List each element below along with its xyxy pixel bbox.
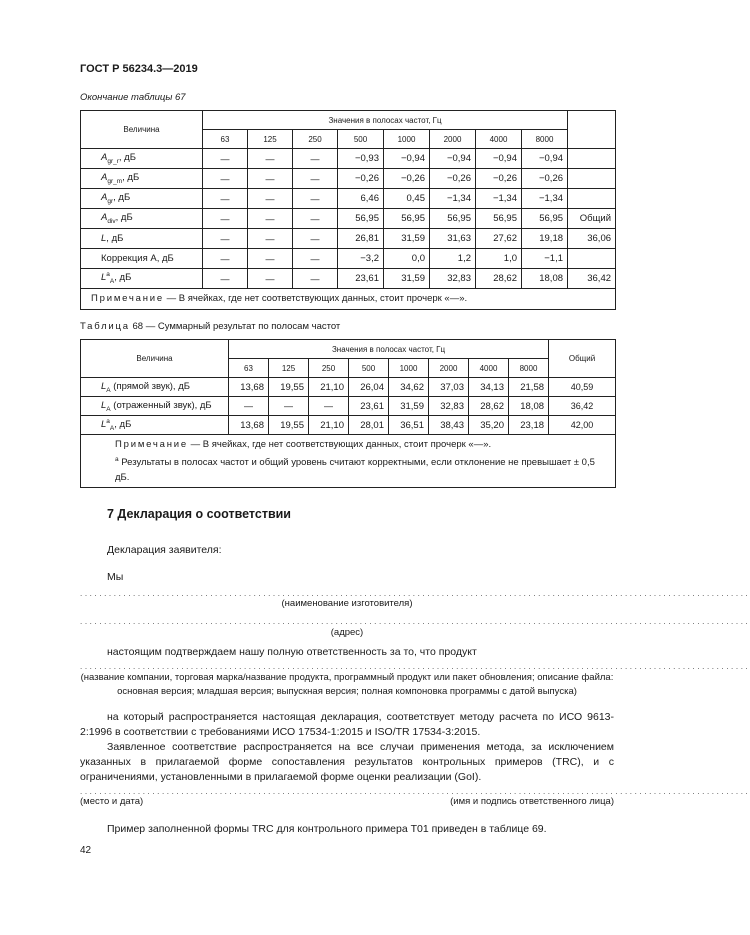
row-subscript: gr_m: [107, 177, 123, 185]
signature-blank-line: ...........................................................................................................................................: [80, 787, 750, 796]
table-cell: −0,26: [384, 169, 430, 189]
row-label: [81, 249, 203, 269]
table-cell: 1,2: [430, 249, 476, 269]
product-hint: (название компании, торговая марка/название продукта, программный продукт или пакет обновления; описание файла: основная версия; младшая версия; выпускная версия; полная компоновка программы с датой выпуска): [80, 672, 614, 697]
freq-header-cell: 63: [229, 359, 269, 378]
document-id: ГОСТ Р 56234.3—2019: [80, 63, 198, 75]
address-hint: (адрес): [330, 627, 364, 638]
table-cell: —: [203, 189, 248, 209]
table-cell: —: [248, 149, 293, 169]
freq-header-cell: 8000: [522, 130, 568, 149]
table-cell: −1,1: [522, 249, 568, 269]
table-cell: 32,83: [430, 269, 476, 289]
row-symbol: L: [101, 399, 107, 411]
row-symbol: L: [101, 272, 107, 284]
row-unit: (отраженный звук), дБ: [110, 399, 212, 411]
table-cell: 34,13: [469, 378, 509, 397]
table-cell: 0,0: [384, 249, 430, 269]
freq-header-cell: 2000: [430, 130, 476, 149]
t68-total-header: Общий: [549, 340, 616, 378]
total-cell: Общий: [568, 209, 616, 229]
table-67: [80, 110, 616, 310]
table-cell: −0,94: [430, 149, 476, 169]
table-cell: 19,55: [269, 378, 309, 397]
freq-header-cell: 1000: [384, 130, 430, 149]
table-cell: 35,20: [469, 416, 509, 435]
table-cell: 13,68: [229, 378, 269, 397]
signature-hint: (имя и подпись ответственного лица): [450, 796, 614, 807]
row-unit: (прямой звук), дБ: [110, 380, 190, 392]
table-cell: 31,59: [384, 229, 430, 249]
total-cell: [568, 169, 616, 189]
table-cell: 27,62: [476, 229, 522, 249]
table-cell: 18,08: [522, 269, 568, 289]
row-unit: , дБ: [122, 172, 140, 184]
freq-header-cell: 4000: [469, 359, 509, 378]
place-date-hint: (место и дата): [80, 796, 144, 807]
row-unit: Коррекция А, дБ: [101, 253, 174, 264]
freq-header-cell: 2000: [429, 359, 469, 378]
freq-header-cell: 250: [309, 359, 349, 378]
table-cell: 38,43: [429, 416, 469, 435]
table-cell: 18,08: [509, 397, 549, 416]
t67-col-header: Величина: [81, 111, 203, 149]
table-row: [81, 149, 616, 169]
table-cell: —: [248, 249, 293, 269]
row-symbol: A: [101, 152, 108, 164]
table-cell: —: [203, 169, 248, 189]
freq-header-cell: 250: [293, 130, 338, 149]
table68-caption: Таблица 68 — Суммарный результат по полосам частот: [80, 321, 341, 332]
table-cell: −0,94: [384, 149, 430, 169]
table-cell: 26,81: [338, 229, 384, 249]
table-cell: 21,10: [309, 416, 349, 435]
product-blank-line: ...........................................................................................................................................: [80, 662, 750, 671]
table-cell: −0,26: [430, 169, 476, 189]
applicant-label: Декларация заявителя:: [107, 544, 222, 556]
table-cell: 19,55: [269, 416, 309, 435]
table-cell: —: [248, 229, 293, 249]
table-cell: 13,68: [229, 416, 269, 435]
total-cell: 36,06: [568, 229, 616, 249]
table-cell: 23,61: [338, 269, 384, 289]
row-subscript: A: [106, 386, 111, 394]
freq-header-cell: 1000: [389, 359, 429, 378]
row-unit: , дБ: [118, 152, 136, 164]
row-unit: , дБ: [113, 192, 131, 204]
t68-notes: Примечание — В ячейках, где нет соответствующих данных, стоит прочерк «—». $^a$ Результаты в полосах частот и общий уровень считают корректными, если отклонение не превышает ± 0,5 дБ.: [81, 435, 616, 488]
row-symbol: A: [101, 192, 108, 204]
paragraph-compliance: на который распространяется настоящая декларация, соответствует методу расчета по ИСО 9613-2:1996 в соответствии с требованиями ИСО 17534-1:2015 и ISO/TR 17534-3:2015.: [80, 711, 614, 738]
table-cell: 21,58: [509, 378, 549, 397]
table-cell: 56,95: [476, 209, 522, 229]
row-unit: , дБ: [106, 233, 124, 244]
t67-freq-header: Значения в полосах частот, Гц: [203, 111, 568, 130]
table-cell: —: [293, 249, 338, 269]
row-superscript: a: [106, 271, 110, 279]
total-cell: 36,42: [549, 397, 616, 416]
table-cell: −0,94: [522, 149, 568, 169]
total-cell: 40,59: [549, 378, 616, 397]
total-cell: 42,00: [549, 416, 616, 435]
row-superscript: a: [106, 417, 110, 425]
table-cell: 36,51: [389, 416, 429, 435]
table-cell: 19,18: [522, 229, 568, 249]
table-cell: 56,95: [384, 209, 430, 229]
freq-header-cell: 500: [338, 130, 384, 149]
row-label: [81, 397, 229, 416]
row-subscript: A: [106, 405, 111, 413]
row-subscript: div: [107, 217, 116, 225]
row-symbol: L: [101, 233, 107, 244]
t68-freq-header: Значения в полосах частот, Гц: [229, 340, 549, 359]
row-subscript: gr_r: [107, 157, 119, 165]
table-cell: —: [293, 209, 338, 229]
table-cell: —: [203, 229, 248, 249]
row-unit: , дБ: [115, 212, 133, 224]
table-cell: —: [229, 397, 269, 416]
t67-note: Примечание — В ячейках, где нет соответствующих данных, стоит прочерк «—».: [81, 289, 616, 310]
table-cell: 28,62: [469, 397, 509, 416]
table-cell: 31,59: [384, 269, 430, 289]
row-label: [81, 378, 229, 397]
table-68: [80, 339, 616, 488]
we-label: Мы: [107, 571, 124, 583]
table-cell: —: [203, 149, 248, 169]
table-cell: −1,34: [476, 189, 522, 209]
confirm-text: настоящим подтверждаем нашу полную ответственность за то, что продукт: [107, 646, 477, 658]
row-label: [81, 269, 203, 289]
section-title: 7 Декларация о соответствии: [107, 507, 291, 521]
manufacturer-blank-line: ...........................................................................................................................................: [80, 589, 750, 598]
table-row: [81, 189, 616, 209]
table-cell: 0,45: [384, 189, 430, 209]
table-cell: −0,93: [338, 149, 384, 169]
table-cell: 31,63: [430, 229, 476, 249]
table-cell: −0,26: [338, 169, 384, 189]
freq-header-cell: 63: [203, 130, 248, 149]
table-cell: −1,34: [430, 189, 476, 209]
table-row: [81, 229, 616, 249]
row-subscript: gr: [107, 197, 114, 205]
table-row: [81, 397, 616, 416]
table-cell: 37,03: [429, 378, 469, 397]
total-cell: [568, 189, 616, 209]
table-row: [81, 378, 616, 397]
table-cell: —: [293, 229, 338, 249]
freq-header-cell: 500: [349, 359, 389, 378]
freq-header-cell: 125: [269, 359, 309, 378]
row-unit: , дБ: [114, 272, 132, 284]
table-cell: 23,61: [349, 397, 389, 416]
table-cell: −1,34: [522, 189, 568, 209]
row-label: [81, 209, 203, 229]
row-symbol: L: [101, 419, 107, 431]
table-cell: —: [309, 397, 349, 416]
table-cell: −3,2: [338, 249, 384, 269]
example-reference: Пример заполненной формы TRC для контрольного примера Т01 приведен в таблице 69.: [107, 823, 547, 835]
row-label: [81, 149, 203, 169]
row-label: [81, 416, 229, 435]
table67-caption: Окончание таблицы 67: [80, 92, 186, 103]
row-subscript: A: [109, 278, 115, 286]
row-label: [81, 169, 203, 189]
table-cell: 23,18: [509, 416, 549, 435]
table-cell: 56,95: [522, 209, 568, 229]
table-cell: −0,94: [476, 149, 522, 169]
row-symbol: A: [101, 172, 108, 184]
table-cell: −0,26: [522, 169, 568, 189]
table-cell: —: [293, 269, 338, 289]
table-cell: —: [248, 269, 293, 289]
table-cell: 21,10: [309, 378, 349, 397]
table-cell: 6,46: [338, 189, 384, 209]
table-cell: —: [269, 397, 309, 416]
table-cell: —: [293, 169, 338, 189]
table-row: [81, 169, 616, 189]
total-cell: [568, 149, 616, 169]
freq-header-cell: 125: [248, 130, 293, 149]
freq-header-cell: 4000: [476, 130, 522, 149]
table-cell: 56,95: [338, 209, 384, 229]
table-cell: −0,26: [476, 169, 522, 189]
paragraph-scope: Заявленное соответствие распространяется на все случаи применения метода, за исключением указанных в прилагаемой форме сопоставления результатов контрольных примеров (TRC), и с ограничениями, установленными в прилагаемой форме оценки реализации (GoI).: [80, 741, 614, 783]
table-row: [81, 209, 616, 229]
table-cell: —: [248, 169, 293, 189]
row-label: [81, 229, 203, 249]
total-cell: [568, 249, 616, 269]
table-cell: —: [203, 249, 248, 269]
table-cell: 28,62: [476, 269, 522, 289]
total-cell: 36,42: [568, 269, 616, 289]
table-cell: —: [203, 209, 248, 229]
row-label: [81, 189, 203, 209]
table-row: [81, 249, 616, 269]
manufacturer-hint: (наименование изготовителя): [281, 598, 413, 609]
table-cell: 1,0: [476, 249, 522, 269]
table-cell: —: [248, 209, 293, 229]
table-cell: 31,59: [389, 397, 429, 416]
row-symbol: L: [101, 380, 107, 392]
table-cell: 32,83: [429, 397, 469, 416]
table-cell: 26,04: [349, 378, 389, 397]
table-row: [81, 416, 616, 435]
page-number: 42: [80, 845, 92, 856]
row-unit: , дБ: [114, 419, 132, 431]
table-row: [81, 269, 616, 289]
table-cell: 56,95: [430, 209, 476, 229]
freq-header-cell: 8000: [509, 359, 549, 378]
table-cell: 34,62: [389, 378, 429, 397]
table-cell: 28,01: [349, 416, 389, 435]
table-cell: —: [293, 189, 338, 209]
table-cell: —: [203, 269, 248, 289]
row-symbol: A: [101, 212, 108, 224]
row-subscript: A: [109, 425, 115, 433]
t68-col-header: Величина: [81, 340, 229, 378]
address-blank-line: ...........................................................................................................................................: [80, 617, 750, 626]
table-cell: —: [248, 189, 293, 209]
t68-footnote: $^a$ Результаты в полосах частот и общий уровень считают корректными, если отклонение не превышает ± 0,5 дБ.: [115, 456, 595, 484]
table-cell: —: [293, 149, 338, 169]
